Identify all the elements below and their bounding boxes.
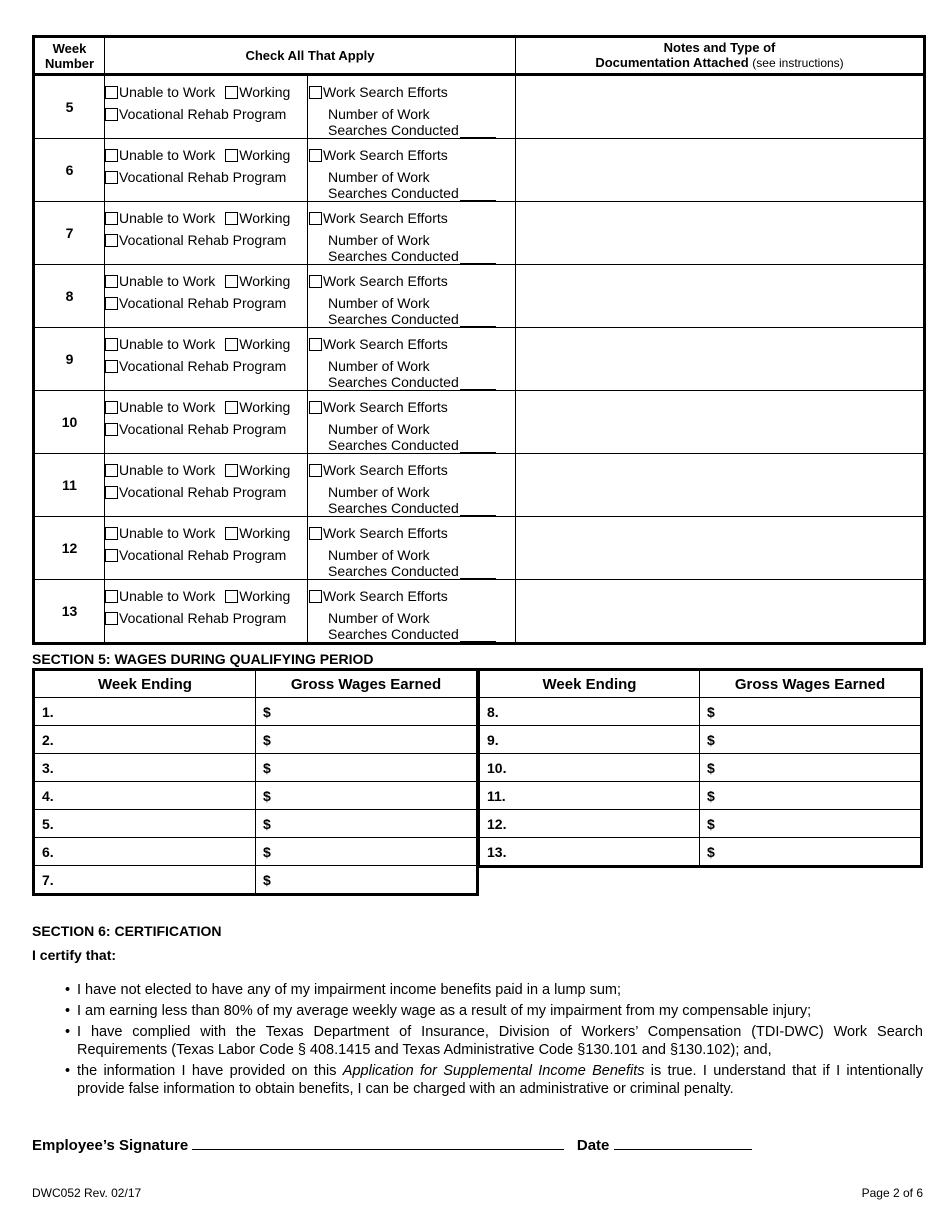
num-searches-label-2: Searches Conducted [328, 626, 459, 642]
notes-field[interactable] [516, 328, 925, 391]
num-searches-field[interactable] [460, 251, 496, 264]
section5-title: SECTION 5: WAGES DURING QUALIFYING PERIOD [32, 651, 374, 667]
work-search-checkbox[interactable] [309, 275, 322, 288]
col-week-ending: Week Ending [479, 670, 700, 698]
wages-table-right [477, 668, 923, 868]
vocational-rehab-checkbox[interactable] [105, 108, 118, 121]
work-search-label: Work Search Efforts [323, 147, 448, 163]
status-cell [105, 454, 308, 517]
working-label: Working [239, 273, 291, 289]
vocational-rehab-checkbox[interactable] [105, 171, 118, 184]
unable-to-work-checkbox[interactable] [105, 338, 118, 351]
vocational-rehab-label: Vocational Rehab Program [119, 169, 287, 185]
week-ending-field[interactable] [34, 810, 256, 838]
work-search-cell [308, 517, 516, 580]
week-number: 10 [34, 391, 105, 454]
currency-symbol: $ [263, 703, 271, 720]
status-cell [105, 202, 308, 265]
notes-field[interactable] [516, 391, 925, 454]
num-searches-label-1: Number of Work [328, 169, 430, 185]
bullet: • [65, 1063, 71, 1079]
num-searches-label-2: Searches Conducted [328, 437, 459, 453]
work-search-label: Work Search Efforts [323, 210, 448, 226]
working-label: Working [239, 588, 291, 604]
col-week-ending: Week Ending [34, 670, 256, 698]
num-searches-field[interactable] [460, 314, 496, 327]
wage-row [34, 726, 478, 754]
row-number: 12. [487, 815, 507, 832]
gross-wages-field[interactable] [256, 754, 478, 782]
vocational-rehab-checkbox[interactable] [105, 423, 118, 436]
unable-to-work-checkbox[interactable] [105, 149, 118, 162]
week-ending-field[interactable] [34, 754, 256, 782]
currency-symbol: $ [707, 787, 715, 804]
row-number: 7. [42, 871, 54, 888]
working-checkbox[interactable] [225, 212, 238, 225]
week-row [34, 328, 925, 391]
currency-symbol: $ [263, 787, 271, 804]
working-checkbox[interactable] [225, 527, 238, 540]
status-cell [105, 265, 308, 328]
work-search-cell [308, 580, 516, 644]
gross-wages-field[interactable] [256, 782, 478, 810]
wage-row [479, 698, 922, 726]
currency-symbol: $ [263, 731, 271, 748]
weekly-activity-body [34, 75, 925, 644]
work-search-cell [308, 75, 516, 139]
work-search-cell [308, 328, 516, 391]
vocational-rehab-checkbox[interactable] [105, 486, 118, 499]
gross-wages-field[interactable] [256, 866, 478, 895]
working-label: Working [239, 336, 291, 352]
row-number: 9. [487, 731, 499, 748]
wages-right-header [479, 670, 922, 698]
num-searches-label-2: Searches Conducted [328, 311, 459, 327]
unable-to-work-label: Unable to Work [119, 588, 216, 604]
week-number: 7 [34, 202, 105, 265]
gross-wages-field[interactable] [256, 810, 478, 838]
unable-to-work-checkbox[interactable] [105, 527, 118, 540]
week-row [34, 580, 925, 644]
unable-to-work-label: Unable to Work [119, 273, 216, 289]
bullet: • [65, 1003, 71, 1019]
vocational-rehab-label: Vocational Rehab Program [119, 484, 287, 500]
week-row [34, 517, 925, 580]
work-search-checkbox[interactable] [309, 464, 322, 477]
num-searches-field[interactable] [460, 503, 496, 516]
num-searches-field[interactable] [460, 629, 496, 642]
gross-wages-field[interactable] [256, 838, 478, 866]
form-title-emphasis: Application for Supplemental Income Benefits [342, 1063, 645, 1079]
notes-field[interactable] [516, 139, 925, 202]
num-searches-field[interactable] [460, 125, 496, 138]
vocational-rehab-label: Vocational Rehab Program [119, 421, 287, 437]
num-searches-field[interactable] [460, 566, 496, 579]
wage-row [34, 782, 478, 810]
certification-item: • I have not elected to have any of my impairment income benefits paid in a lump sum; [65, 982, 622, 998]
wage-row [479, 838, 922, 867]
week-row [34, 391, 925, 454]
week-ending-field[interactable] [479, 782, 700, 810]
working-checkbox[interactable] [225, 275, 238, 288]
week-row [34, 265, 925, 328]
currency-symbol: $ [263, 871, 271, 888]
wage-row [479, 754, 922, 782]
week-ending-field[interactable] [479, 838, 700, 867]
week-ending-field[interactable] [479, 754, 700, 782]
status-cell [105, 517, 308, 580]
col-gross-wages: Gross Wages Earned [256, 670, 478, 698]
unable-to-work-label: Unable to Work [119, 336, 216, 352]
row-number: 3. [42, 759, 54, 776]
week-row [34, 454, 925, 517]
gross-wages-field[interactable] [700, 838, 922, 867]
num-searches-field[interactable] [460, 188, 496, 201]
work-search-label: Work Search Efforts [323, 84, 448, 100]
working-checkbox[interactable] [225, 149, 238, 162]
notes-field[interactable] [516, 202, 925, 265]
num-searches-label-1: Number of Work [328, 484, 430, 500]
status-cell [105, 75, 308, 139]
week-number: 13 [34, 580, 105, 644]
unable-to-work-label: Unable to Work [119, 84, 216, 100]
gross-wages-field[interactable] [700, 810, 922, 838]
header-notes-small: (see instructions) [752, 56, 844, 70]
certification-item: • I have complied with the Texas Department of Insurance, Division of Workers’ Compensation (TDI-DWC) Work Search Requirements (Texas Labor Code § 408.1415 and Texas Administrative Code §130.101 and §130.102); and, [65, 1024, 923, 1058]
working-checkbox[interactable] [225, 338, 238, 351]
notes-field[interactable] [516, 75, 925, 139]
week-number: 12 [34, 517, 105, 580]
work-search-label: Work Search Efforts [323, 399, 448, 415]
notes-field[interactable] [516, 517, 925, 580]
work-search-checkbox[interactable] [309, 590, 322, 603]
work-search-cell [308, 265, 516, 328]
unable-to-work-label: Unable to Work [119, 525, 216, 541]
wages-left-body [34, 698, 478, 895]
vocational-rehab-label: Vocational Rehab Program [119, 358, 287, 374]
week-ending-field[interactable] [34, 838, 256, 866]
num-searches-label-2: Searches Conducted [328, 500, 459, 516]
row-number: 5. [42, 815, 54, 832]
form-id: DWC052 Rev. 02/17 [32, 1186, 142, 1200]
certification-item: • I am earning less than 80% of my average weekly wage as a result of my impairment from my compensable injury; [65, 1003, 812, 1019]
vocational-rehab-checkbox[interactable] [105, 612, 118, 625]
date-label: Date [576, 1137, 610, 1154]
status-cell [105, 139, 308, 202]
work-search-cell [308, 391, 516, 454]
row-number: 2. [42, 731, 54, 748]
num-searches-label-2: Searches Conducted [328, 563, 459, 579]
num-searches-field[interactable] [460, 440, 496, 453]
gross-wages-field[interactable] [700, 698, 922, 726]
currency-symbol: $ [263, 759, 271, 776]
working-checkbox[interactable] [225, 401, 238, 414]
wage-row [34, 810, 478, 838]
status-cell [105, 391, 308, 454]
week-row [34, 139, 925, 202]
status-cell [105, 580, 308, 644]
wage-row [34, 698, 478, 726]
signature-field[interactable] [192, 1135, 564, 1150]
certification-list [32, 981, 923, 1101]
notes-field[interactable] [516, 265, 925, 328]
work-search-checkbox[interactable] [309, 86, 322, 99]
gross-wages-field[interactable] [700, 782, 922, 810]
currency-symbol: $ [707, 703, 715, 720]
week-ending-field[interactable] [479, 726, 700, 754]
bullet: • [65, 982, 71, 998]
col-gross-wages: Gross Wages Earned [700, 670, 922, 698]
vocational-rehab-checkbox[interactable] [105, 549, 118, 562]
unable-to-work-checkbox[interactable] [105, 590, 118, 603]
num-searches-label-2: Searches Conducted [328, 374, 459, 390]
currency-symbol: $ [707, 731, 715, 748]
header-notes [516, 37, 925, 75]
vocational-rehab-checkbox[interactable] [105, 360, 118, 373]
num-searches-label-1: Number of Work [328, 295, 430, 311]
row-number: 13. [487, 843, 507, 860]
week-number: 6 [34, 139, 105, 202]
gross-wages-field[interactable] [700, 754, 922, 782]
certification-item: • the information I have provided on this Application for Supplemental Income Benefits is true. I understand that if I intentionally provide false information to obtain benefits, I can be charged with an administrative or criminal penalty. [65, 1063, 924, 1097]
num-searches-label-1: Number of Work [328, 106, 430, 122]
wages-left-header [34, 670, 478, 698]
wages-table-left [32, 668, 479, 896]
row-number: 11. [487, 787, 506, 804]
signature-label: Employee’s Signature [32, 1137, 189, 1154]
unable-to-work-label: Unable to Work [119, 210, 216, 226]
wage-row [479, 782, 922, 810]
work-search-cell [308, 139, 516, 202]
wage-row [479, 726, 922, 754]
row-number: 4. [42, 787, 54, 804]
work-search-label: Work Search Efforts [323, 588, 448, 604]
work-search-checkbox[interactable] [309, 401, 322, 414]
wages-tables [32, 668, 923, 898]
unable-to-work-label: Unable to Work [119, 462, 216, 478]
unable-to-work-checkbox[interactable] [105, 86, 118, 99]
vocational-rehab-label: Vocational Rehab Program [119, 295, 287, 311]
currency-symbol: $ [707, 843, 715, 860]
row-number: 1. [42, 703, 54, 720]
unable-to-work-checkbox[interactable] [105, 212, 118, 225]
week-ending-field[interactable] [34, 782, 256, 810]
form-page [32, 35, 924, 1200]
unable-to-work-checkbox[interactable] [105, 401, 118, 414]
unable-to-work-label: Unable to Work [119, 147, 216, 163]
currency-symbol: $ [263, 843, 271, 860]
vocational-rehab-label: Vocational Rehab Program [119, 610, 287, 626]
work-search-checkbox[interactable] [309, 149, 322, 162]
wage-row [34, 838, 478, 866]
bullet: • [65, 1024, 71, 1040]
vocational-rehab-checkbox[interactable] [105, 234, 118, 247]
unable-to-work-label: Unable to Work [119, 399, 216, 415]
work-search-label: Work Search Efforts [323, 462, 448, 478]
week-number: 8 [34, 265, 105, 328]
working-label: Working [239, 462, 291, 478]
currency-symbol: $ [707, 759, 715, 776]
gross-wages-field[interactable] [256, 726, 478, 754]
work-search-label: Work Search Efforts [323, 525, 448, 541]
header-notes-line2: Documentation Attached (see instructions) [595, 55, 844, 70]
week-ending-field[interactable] [34, 866, 256, 895]
num-searches-label-2: Searches Conducted [328, 185, 459, 201]
certify-intro: I certify that: [32, 947, 117, 963]
vocational-rehab-label: Vocational Rehab Program [119, 106, 287, 122]
row-number: 10. [487, 759, 507, 776]
wage-row [479, 810, 922, 838]
date-field[interactable] [614, 1135, 752, 1150]
vocational-rehab-checkbox[interactable] [105, 297, 118, 310]
working-label: Working [239, 525, 291, 541]
num-searches-label-2: Searches Conducted [328, 122, 459, 138]
vocational-rehab-label: Vocational Rehab Program [119, 547, 287, 563]
currency-symbol: $ [707, 815, 715, 832]
work-search-checkbox[interactable] [309, 527, 322, 540]
working-checkbox[interactable] [225, 590, 238, 603]
header-notes-line1: Notes and Type of [663, 40, 776, 55]
week-number: 11 [34, 454, 105, 517]
work-search-checkbox[interactable] [309, 338, 322, 351]
work-search-cell [308, 202, 516, 265]
signature-row [32, 1135, 752, 1154]
week-row [34, 202, 925, 265]
wages-right-body [479, 698, 922, 867]
table-header-row [34, 37, 925, 75]
work-search-checkbox[interactable] [309, 212, 322, 225]
page-number: Page 2 of 6 [861, 1186, 923, 1200]
weekly-activity-table [32, 35, 926, 645]
week-ending-field[interactable] [479, 698, 700, 726]
week-ending-field[interactable] [479, 810, 700, 838]
working-label: Working [239, 210, 291, 226]
notes-field[interactable] [516, 580, 925, 644]
working-checkbox[interactable] [225, 464, 238, 477]
unable-to-work-checkbox[interactable] [105, 275, 118, 288]
row-number: 6. [42, 843, 54, 860]
working-label: Working [239, 399, 291, 415]
work-search-label: Work Search Efforts [323, 336, 448, 352]
working-checkbox[interactable] [225, 86, 238, 99]
vocational-rehab-label: Vocational Rehab Program [119, 232, 287, 248]
week-number: 9 [34, 328, 105, 391]
status-cell [105, 328, 308, 391]
row-number: 8. [487, 703, 499, 720]
week-row [34, 75, 925, 139]
num-searches-label-1: Number of Work [328, 232, 430, 248]
num-searches-field[interactable] [460, 377, 496, 390]
week-ending-field[interactable] [34, 726, 256, 754]
num-searches-label-1: Number of Work [328, 547, 430, 563]
unable-to-work-checkbox[interactable] [105, 464, 118, 477]
work-search-label: Work Search Efforts [323, 273, 448, 289]
working-label: Working [239, 147, 291, 163]
num-searches-label-1: Number of Work [328, 610, 430, 626]
header-check-all: Check All That Apply [105, 37, 516, 75]
section6-title: SECTION 6: CERTIFICATION [32, 923, 222, 939]
wage-row [34, 866, 478, 895]
num-searches-label-2: Searches Conducted [328, 248, 459, 264]
num-searches-label-1: Number of Work [328, 358, 430, 374]
week-number: 5 [34, 75, 105, 139]
week-ending-field[interactable] [34, 698, 256, 726]
num-searches-label-1: Number of Work [328, 421, 430, 437]
working-label: Working [239, 84, 291, 100]
notes-field[interactable] [516, 454, 925, 517]
gross-wages-field[interactable] [700, 726, 922, 754]
currency-symbol: $ [263, 815, 271, 832]
wage-row [34, 754, 478, 782]
work-search-cell [308, 454, 516, 517]
gross-wages-field[interactable] [256, 698, 478, 726]
header-week-number: Week Number [34, 37, 105, 75]
